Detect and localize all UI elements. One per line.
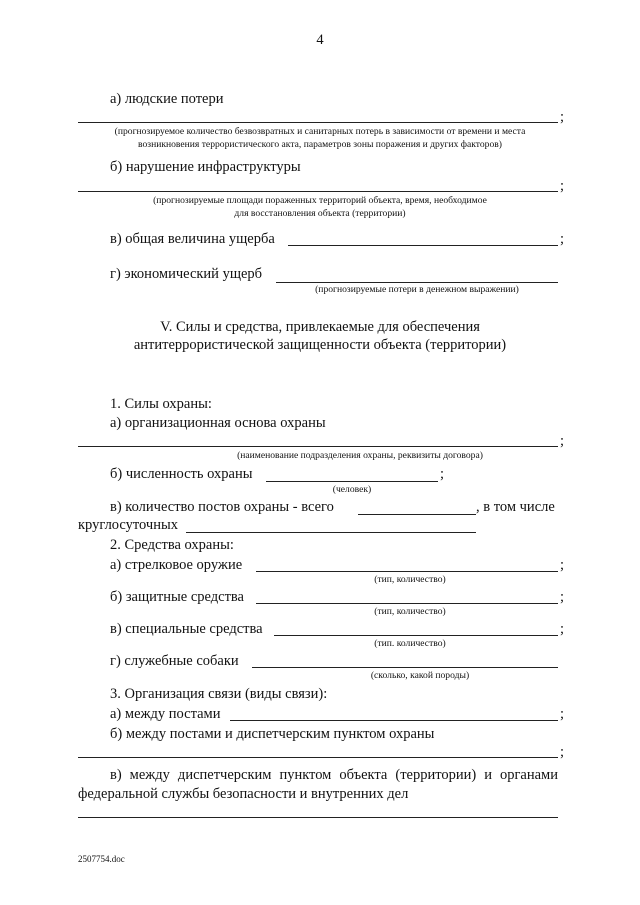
weapons-underline xyxy=(256,571,558,572)
semicolon: ; xyxy=(560,621,565,637)
econ-note: (прогнозируемые потери в денежном выражении) xyxy=(315,284,519,295)
infra-note-1: (прогнозируемые площади пораженных территорий объекта, время, необходимое xyxy=(153,195,487,206)
dispatch-label: б) между постами и диспетчерским пунктом охраны xyxy=(110,726,435,742)
weapons-note: (тип, количество) xyxy=(374,574,446,585)
posts-underline xyxy=(358,514,476,515)
basis-note: (наименование подразделения охраны, реквизиты договора) xyxy=(237,450,483,461)
dogs-underline xyxy=(252,667,558,668)
round-the-clock-underline xyxy=(186,532,476,533)
protective-note: (тип, количество) xyxy=(374,606,446,617)
infra-note-2: для восстановления объекта (территории) xyxy=(234,208,406,219)
dogs-label: г) служебные собаки xyxy=(110,653,239,669)
damage-label: в) общая величина ущерба xyxy=(110,231,275,247)
page-number: 4 xyxy=(316,32,324,48)
comm-heading: 3. Организация связи (виды связи): xyxy=(110,686,328,702)
damage-underline xyxy=(288,245,558,246)
special-label: в) специальные средства xyxy=(110,621,263,637)
guard-count-underline xyxy=(266,481,438,482)
between-posts-label: а) между постами xyxy=(110,706,221,722)
semicolon: ; xyxy=(560,744,565,760)
losses-note-1: (прогнозируемое количество безвозвратных и санитарных потерь в зависимости от времени и места xyxy=(114,126,526,137)
protective-underline xyxy=(256,603,558,604)
infra-underline xyxy=(78,191,558,192)
econ-underline xyxy=(276,282,558,283)
protective-label: б) защитные средства xyxy=(110,589,244,605)
section-heading-line-2: антитеррористической защищенности объекта (территории) xyxy=(133,337,507,353)
semicolon: ; xyxy=(560,109,565,125)
basis-underline xyxy=(78,446,558,447)
semicolon: ; xyxy=(560,706,565,722)
basis-label: а) организационная основа охраны xyxy=(110,415,326,431)
losses-note-2: возникновения террористического акта, параметров зоны поражения и других факторов) xyxy=(138,139,502,150)
losses-underline xyxy=(78,122,558,123)
section-heading-line-1: V. Силы и средства, привлекаемые для обеспечения xyxy=(160,319,480,335)
semicolon: ; xyxy=(560,589,565,605)
means-heading: 2. Средства охраны: xyxy=(110,537,234,553)
infra-label: б) нарушение инфраструктуры xyxy=(110,159,301,175)
semicolon: ; xyxy=(560,178,565,194)
weapons-label: а) стрелковое оружие xyxy=(110,557,243,573)
document-id: 2507754.doc xyxy=(78,854,125,864)
round-the-clock-label: круглосуточных xyxy=(78,517,178,533)
posts-label: в) количество постов охраны - всего xyxy=(110,499,334,515)
posts-including: , в том числе xyxy=(476,499,555,515)
special-underline xyxy=(274,635,558,636)
fsb-underline xyxy=(78,817,558,818)
fsb-line-1: в) между диспетчерским пунктом объекта (территории) и органами xyxy=(110,767,558,783)
guard-count-label: б) численность охраны xyxy=(110,466,253,482)
semicolon: ; xyxy=(440,466,445,482)
semicolon: ; xyxy=(560,433,565,449)
fsb-line-2: федеральной службы безопасности и внутренних дел xyxy=(78,786,409,802)
guard-count-note: (человек) xyxy=(332,484,372,495)
semicolon: ; xyxy=(560,557,565,573)
forces-heading: 1. Силы охраны: xyxy=(110,396,212,412)
losses-label: а) людские потери xyxy=(110,91,224,107)
semicolon: ; xyxy=(560,231,565,247)
dogs-note: (сколько, какой породы) xyxy=(370,670,470,681)
between-posts-underline xyxy=(230,720,558,721)
special-note: (тип. количество) xyxy=(374,638,446,649)
dispatch-underline xyxy=(78,757,558,758)
econ-label: г) экономический ущерб xyxy=(110,266,263,282)
